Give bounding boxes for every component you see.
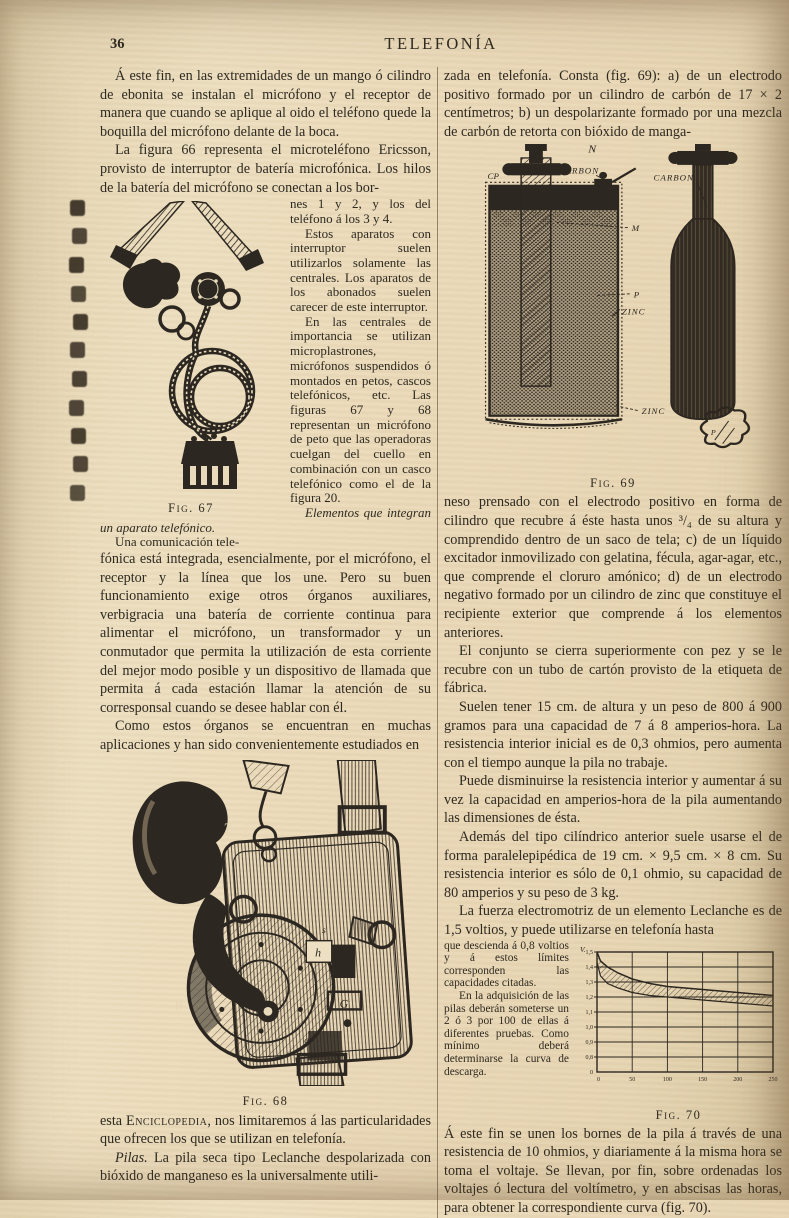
fig68-region: [100, 760, 431, 1109]
paragraph: Estos aparatos con interruptor suelen utilizarlos solamente las centrales. Los aparatos de los abonados suelen carecer de este interruptor.: [290, 225, 431, 315]
fig68-label-b: B: [174, 997, 182, 1012]
paragraph-text: La pila seca tipo Leclanche despolarizada con bióxido de manganeso es la universalmente utili-: [100, 1149, 431, 1185]
fig68-label-g: G: [339, 997, 348, 1011]
paragraph: Una comunicación tele-: [115, 534, 240, 550]
paragraph: Además del tipo cilíndrico anterior suele usarse el de forma paralelepipédica de 19 cm. × 9,5 cm. × 8 cm. Su resistencia interior es sólo de 0,1 ohmio, su capacidad de 80 amperios y su peso de 3 kg.: [444, 829, 782, 901]
svg-text:1,1: 1,1: [585, 1009, 593, 1016]
fig69-label-p-blob: P: [710, 428, 716, 438]
paragraph: Á este fin, en las extremidades de un mango ó cilindro de ebonita se instalan el micrófono y el receptor de manera que cuando se aplique al oido el teléfono quede la boquilla del micrófono delante de la boca.: [100, 68, 431, 140]
svg-text:100: 100: [662, 1076, 672, 1083]
fig68-label-t: T: [223, 820, 231, 836]
paragraph: El conjunto se cierra superiormente con pez y se le recubre con un tubo de cartón provisto de la etiqueta de fábrica.: [444, 643, 782, 697]
figure-70: [575, 942, 782, 1123]
paragraph: neso prensado con el electrodo positivo en forma de cilindro que recubre á éste hasta unos ³/₄ de su altura y comprendido dentro de un saco de tela; c) de un líquido excitador inmovilizado con gelatina, fécula, agar-agar, etc., que comprende el cloruro amónico; d) de un electrodo negativo formado por un cilindro de zinc que constituye el recipiente exterior que comprende á los elementos anteriores.: [444, 494, 782, 641]
svg-text:150: 150: [698, 1076, 708, 1083]
paragraph: La fuerza electromotriz de un elemento Leclanche es de 1,5 voltios, y puede utilizarse en telefonía hasta: [444, 903, 782, 939]
fig69-label-m: M: [631, 224, 640, 234]
svg-text:50: 50: [629, 1076, 636, 1083]
paragraph: En las centrales de importancia se utilizan microplastrones, micrófonos suspendidos ó montados en petos, cascos telefónicos, etc. Las figuras 67 y 68 representan un micrófono de peto que las operadoras cuelgan del cuello en combinación con un casco telefónico como el de la figura 20.: [290, 313, 431, 506]
fig69-label-zinc-right: ZINC: [621, 308, 646, 317]
running-title: TELEFONÍA: [384, 34, 498, 53]
svg-text:1,5: 1,5: [585, 949, 593, 956]
two-column-text: [100, 67, 782, 1218]
fig69-label-cp: CP: [487, 172, 499, 182]
paragraph: fónica está integrada, esencialmente, por el micrófono, el receptor y la línea que los une. Pero su buen funcionamiento exige otros órganos auxiliares, verbigracia una batería de corriente continua para alimentar el micrófono, un transformador y un conmutador que permita la utilización de esta corriente del mejor modo posible y un dispositivo de llamada que permita á cada estación llamar la atención de su corresponsal cuando se desee hablar con él.: [100, 551, 431, 716]
fig67-region: [100, 197, 431, 550]
fig70-region: [444, 939, 782, 1122]
svg-text:1,2: 1,2: [585, 994, 593, 1001]
svg-text:0,8: 0,8: [585, 1054, 593, 1061]
paragraph-italic-heading: Elementos que integran un aparato telefónico.: [100, 504, 431, 535]
page-header: [100, 34, 782, 58]
fig69-label-carbon-left: CARBON: [558, 167, 600, 176]
scan-margin-artifacts: [70, 200, 85, 216]
fig67-microtelephone-illustration: [100, 201, 280, 493]
fig69-caption: Fig. 69: [590, 476, 636, 491]
paragraph: que descienda á 0,8 voltios y á estos límites corresponden las capacidades citadas.: [444, 939, 569, 990]
paragraph: [100, 1149, 431, 1186]
fig68-caption: Fig. 68: [242, 1093, 289, 1108]
fig70-caption: Fig. 70: [655, 1107, 702, 1122]
page-number: 36: [110, 36, 125, 52]
svg-text:250: 250: [768, 1076, 778, 1083]
paragraph: Como estos órganos se encuentran en muchas aplicaciones y han sido convenientemente estudiados en: [100, 718, 431, 753]
paragraph: [100, 1112, 431, 1149]
svg-text:0: 0: [590, 1069, 593, 1076]
fig70-discharge-curve-chart: [575, 942, 782, 1100]
figure-68: [100, 760, 431, 1109]
paragraph-text: , nos limitaremos á las particularidades que ofrecen los que se utilizan en telefonía.: [100, 1112, 431, 1148]
figure-67: [100, 201, 282, 516]
paragraph: nes 1 y 2, y los del teléfono á los 3 y 4.: [290, 196, 431, 226]
paragraph-text: esta: [100, 1112, 127, 1129]
paragraph: La figura 66 representa el microteléfono Ericsson, provisto de interruptor de batería microfónica. Los hilos de la batería del micrófono se conectan a los bor-: [100, 142, 431, 196]
smallcaps-word: Enciclopedia: [126, 1112, 208, 1129]
left-column: [100, 67, 437, 1218]
fig68-chest-microphone-illustration: [113, 760, 419, 1086]
svg-text:1,3: 1,3: [585, 979, 593, 986]
paragraph: Suelen tener 15 cm. de altura y un peso de 800 á 900 gramos para una capacidad de 7 á 8 amperios-hora. La resistencia interior inicial es de 0,3 ohmios, pero aumenta con el tiempo aunque la pila no trabaje.: [444, 698, 782, 771]
paragraph: Puede disminuirse la resistencia interior y aumentar á su vez la capacidad en amperios-hora de la pila aumentando las dimensiones de ésta.: [444, 773, 782, 827]
fig69-dry-cell-illustration: [448, 144, 778, 468]
right-column: [437, 67, 782, 1218]
svg-text:200: 200: [733, 1076, 743, 1083]
fig69-region: [444, 144, 782, 491]
figure-69: [444, 144, 782, 491]
fig69-label-carbon-right: CARBON: [653, 174, 694, 183]
svg-text:0: 0: [597, 1076, 600, 1083]
svg-text:1,4: 1,4: [585, 964, 593, 971]
paragraph: En la adquisición de las pilas deberán someterse un 2 ó 3 por 100 de ellas á diferentes pruebas. Como mínimo deberá determinarse la curva de descarga.: [444, 990, 569, 1078]
fig68-label-a: a: [303, 1034, 309, 1046]
paragraph: Á este fin se unen los bornes de la pila á través de una resistencia de 10 ohmios, y diariamente á la misma hora se toma el voltaje. Se llevan, por fin, sobre ordenadas los voltajes ó lectura del voltímetro, y en abscisas las horas, para obtener la correspondiente curva (fig. 70).: [444, 1125, 782, 1216]
fig68-label-s: s: [321, 924, 326, 936]
fig67-caption: Fig. 67: [168, 501, 214, 516]
fig69-label-zinc-bottom: ZINC: [641, 407, 666, 417]
fig69-label-n: N: [588, 144, 597, 156]
italic-lead-word: Pilas.: [115, 1149, 148, 1166]
svg-text:1,0: 1,0: [585, 1024, 593, 1031]
fig68-label-h: h: [314, 945, 321, 959]
paragraph: zada en telefonía. Consta (fig. 69): a) de un electrodo positivo formado por un cilindro de carbón de 17 × 2 centímetros; b) un despolarizante formado por una mezcla de carbón de retorta con bióxido de manga-: [444, 68, 782, 140]
fig69-label-p: P: [633, 291, 640, 300]
svg-text:V.: V.: [580, 944, 586, 954]
svg-text:0,9: 0,9: [585, 1039, 593, 1046]
